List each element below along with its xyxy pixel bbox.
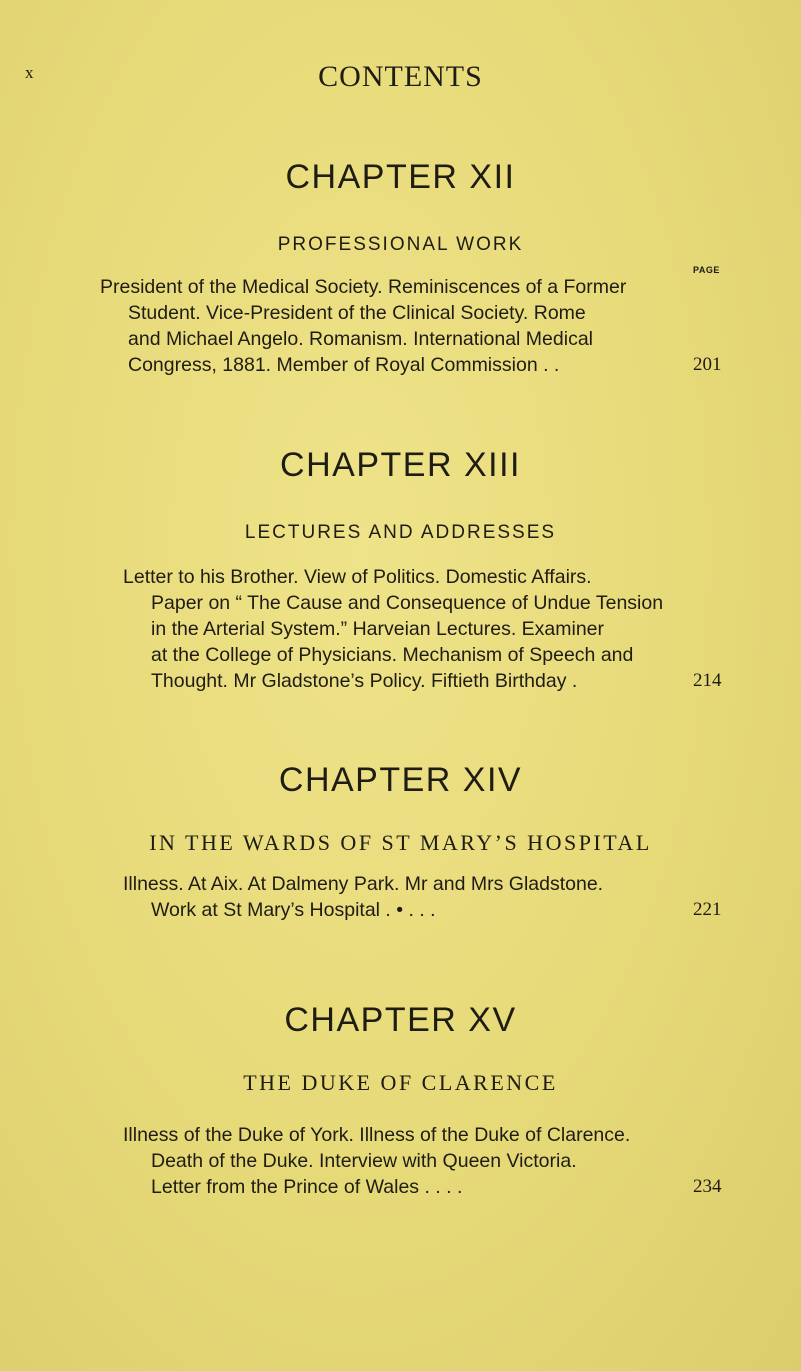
contents-line: and Michael Angelo. Romanism. International Medical: [128, 328, 594, 350]
chapter-subtitle: LECTURES AND ADDRESSES: [244, 522, 557, 543]
page-column-label: PAGE: [693, 265, 720, 275]
page-number: x: [25, 63, 34, 82]
chapter-xii: [0, 158, 801, 256]
contents-line: in the Arterial System.” Harveian Lectures. Examiner: [151, 618, 605, 640]
contents-line-text: Work at St Mary’s Hospital . • . . .: [151, 899, 436, 921]
chapter-title: CHAPTER XV: [284, 1001, 517, 1039]
chapter-xiii-contents: [123, 564, 723, 694]
chapter-title: CHAPTER XIV: [278, 761, 523, 799]
contents-line: Student. Vice-President of the Clinical Society. Rome: [128, 302, 586, 324]
contents-line: at the College of Physicians. Mechanism of Speech and: [151, 644, 634, 666]
contents-line: Death of the Duke. Interview with Queen Victoria.: [151, 1150, 577, 1172]
contents-line-text: Letter from the Prince of Wales . . . .: [151, 1176, 463, 1198]
chapter-subtitle: PROFESSIONAL WORK: [277, 234, 524, 255]
contents-line: Letter to his Brother. View of Politics. Domestic Affairs.: [123, 566, 592, 588]
chapter-xv-contents: [123, 1122, 723, 1200]
contents-line: [123, 897, 723, 923]
contents-line: [123, 668, 723, 694]
chapter-title: CHAPTER XII: [285, 158, 516, 196]
contents-line: [100, 352, 722, 378]
contents-line: Illness of the Duke of York. Illness of the Duke of Clarence.: [123, 1124, 631, 1146]
contents-line-text: Thought. Mr Gladstone’s Policy. Fiftieth Birthday .: [151, 670, 578, 692]
chapter-subtitle: IN THE WARDS OF ST MARY’S HOSPITAL: [149, 830, 652, 855]
running-title: CONTENTS: [318, 60, 483, 93]
contents-line: President of the Medical Society. Reminiscences of a Former: [100, 276, 627, 298]
page-ref: 221: [693, 899, 722, 920]
chapter-xiii: [0, 446, 801, 544]
chapter-xii-contents: [100, 274, 722, 378]
chapter-xiv: [0, 761, 801, 856]
page-ref: 234: [693, 1176, 722, 1197]
contents-line: Paper on “ The Cause and Consequence of Undue Tension: [151, 592, 664, 614]
contents-line: Illness. At Aix. At Dalmeny Park. Mr and Mrs Gladstone.: [123, 873, 604, 895]
contents-line-text: Congress, 1881. Member of Royal Commission . .: [128, 354, 560, 376]
chapter-xv: [0, 1001, 801, 1096]
page-ref: 201: [693, 354, 722, 375]
contents-line: [123, 1174, 723, 1200]
chapter-title: CHAPTER XIII: [280, 446, 521, 484]
page-ref: 214: [693, 670, 722, 691]
chapter-xiv-contents: [123, 871, 723, 923]
chapter-subtitle: THE DUKE OF CLARENCE: [243, 1070, 558, 1095]
